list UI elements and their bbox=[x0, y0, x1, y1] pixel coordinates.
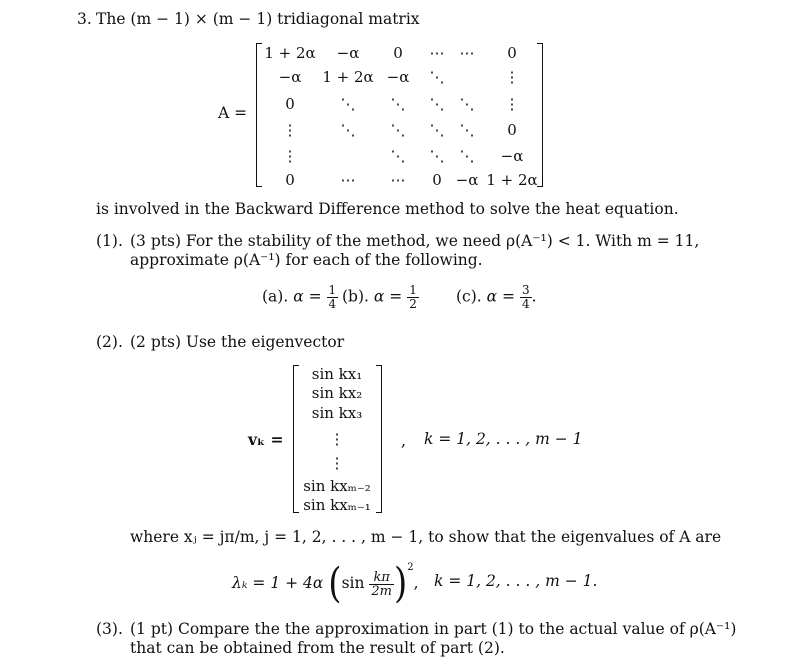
eig-sin: sin bbox=[341, 574, 365, 592]
part3-label: (3). bbox=[96, 620, 123, 638]
matrix-cell: ⋱ bbox=[340, 121, 356, 139]
matrix-cell: 1 + 2α bbox=[486, 171, 538, 189]
vector-entry: sin kx₁ bbox=[311, 365, 363, 383]
option-b-label: (b). bbox=[342, 287, 369, 306]
eig-power: 2 bbox=[407, 562, 414, 573]
part1-line1: (3 pts) For the stability of the method, we need ρ(A⁻¹) < 1. With m = 11, bbox=[130, 232, 700, 250]
problem-number: 3. bbox=[77, 10, 92, 28]
matrix-cell: ⋮ bbox=[282, 147, 298, 165]
option-b bbox=[342, 284, 419, 311]
vector-range: k = 1, 2, . . . , m − 1 bbox=[424, 430, 583, 448]
matrix-cell: −α bbox=[500, 147, 524, 165]
vector-entry: sin kx₂ bbox=[311, 384, 363, 402]
matrix-cell: ⋮ bbox=[504, 95, 520, 113]
option-c-num: 3 bbox=[521, 283, 530, 297]
matrix-left-bracket bbox=[256, 43, 262, 187]
vector-entry: sin kx₃ bbox=[311, 404, 363, 422]
option-a bbox=[262, 284, 338, 311]
vector-label: vₖ = bbox=[248, 430, 284, 449]
part1-label: (1). bbox=[96, 232, 123, 250]
matrix-cell: 1 + 2α bbox=[264, 44, 316, 62]
matrix-cell: ⋯ bbox=[459, 44, 475, 62]
option-a-num: 1 bbox=[328, 283, 337, 297]
option-a-label: (a). bbox=[262, 287, 289, 306]
option-b-den: 2 bbox=[409, 297, 417, 311]
vector-left-bracket bbox=[293, 365, 299, 513]
matrix-cell: ⋯ bbox=[429, 44, 445, 62]
matrix-cell: ⋱ bbox=[459, 121, 475, 139]
right-paren: ) bbox=[394, 560, 408, 608]
part1-line2: approximate ρ(A⁻¹) for each of the following. bbox=[130, 251, 483, 269]
matrix-cell: ⋮ bbox=[504, 68, 520, 86]
option-a-var: α = bbox=[293, 287, 322, 306]
vector-entry: sin kxₘ₋₁ bbox=[303, 496, 371, 514]
matrix-cell: ⋱ bbox=[429, 147, 445, 165]
left-paren: ( bbox=[328, 560, 342, 608]
where-line: where xⱼ = jπ/m, j = 1, 2, . . . , m − 1, to show that the eigenvalues of A are bbox=[130, 528, 722, 546]
matrix-label: A = bbox=[218, 104, 248, 122]
matrix-cell: ⋱ bbox=[429, 121, 445, 139]
problem-intro: The (m − 1) × (m − 1) tridiagonal matrix bbox=[96, 10, 420, 28]
option-c-end: . bbox=[531, 287, 537, 306]
matrix-cell: −α bbox=[455, 171, 479, 189]
part2-line1: (2 pts) Use the eigenvector bbox=[130, 333, 345, 351]
eig-range: k = 1, 2, . . . , m − 1. bbox=[434, 572, 598, 590]
vector-comma: , bbox=[401, 432, 406, 450]
eig-num: kπ bbox=[369, 571, 394, 585]
option-c-den: 4 bbox=[521, 297, 530, 311]
part3-line2: that can be obtained from the result of part (2). bbox=[130, 639, 505, 657]
matrix-cell: ⋱ bbox=[429, 95, 445, 113]
matrix-cell: ⋱ bbox=[390, 121, 406, 139]
matrix-cell: ⋱ bbox=[340, 95, 356, 113]
option-c-var: α = bbox=[486, 287, 516, 306]
matrix-cell: ⋱ bbox=[429, 68, 445, 86]
matrix-cell: 0 bbox=[432, 171, 442, 189]
matrix-cell: −α bbox=[386, 68, 410, 86]
matrix-cell: 1 + 2α bbox=[322, 68, 374, 86]
part3-line1: (1 pt) Compare the the approximation in part (1) to the actual value of ρ(A⁻¹) bbox=[130, 620, 737, 638]
part2-label: (2). bbox=[96, 333, 123, 351]
matrix-cell: ⋱ bbox=[390, 147, 406, 165]
matrix-cell: 0 bbox=[285, 95, 295, 113]
matrix-cell: 0 bbox=[285, 171, 295, 189]
eig-den: 2m bbox=[371, 583, 393, 599]
matrix-cell: 0 bbox=[393, 44, 403, 62]
matrix-cell: −α bbox=[278, 68, 302, 86]
after-matrix-text: is involved in the Backward Difference method to solve the heat equation. bbox=[96, 200, 679, 218]
matrix-cell: ⋯ bbox=[340, 171, 356, 189]
matrix-cell: 0 bbox=[507, 121, 517, 139]
option-a-den: 4 bbox=[328, 297, 337, 311]
vector-entry: sin kxₘ₋₂ bbox=[303, 477, 371, 495]
vector-entry: ⋮ bbox=[329, 454, 345, 472]
matrix-cell: ⋯ bbox=[390, 171, 406, 189]
eig-comma: , bbox=[413, 574, 419, 592]
option-b-var: α = bbox=[373, 287, 403, 306]
matrix-right-bracket bbox=[537, 43, 543, 187]
matrix-cell: −α bbox=[336, 44, 360, 62]
vector-entry: ⋮ bbox=[329, 430, 345, 448]
eigenvalue-formula bbox=[232, 560, 419, 608]
matrix-cell: ⋱ bbox=[459, 147, 475, 165]
matrix-cell: ⋮ bbox=[282, 121, 298, 139]
option-c bbox=[456, 284, 537, 311]
vector-right-bracket bbox=[376, 365, 382, 513]
matrix-cell: ⋱ bbox=[390, 95, 406, 113]
option-c-label: (c). bbox=[456, 287, 482, 306]
option-b-num: 1 bbox=[409, 283, 417, 297]
matrix-cell: 0 bbox=[507, 44, 517, 62]
eig-lhs: λₖ = 1 + 4α bbox=[232, 574, 324, 592]
matrix-cell: ⋱ bbox=[459, 95, 475, 113]
